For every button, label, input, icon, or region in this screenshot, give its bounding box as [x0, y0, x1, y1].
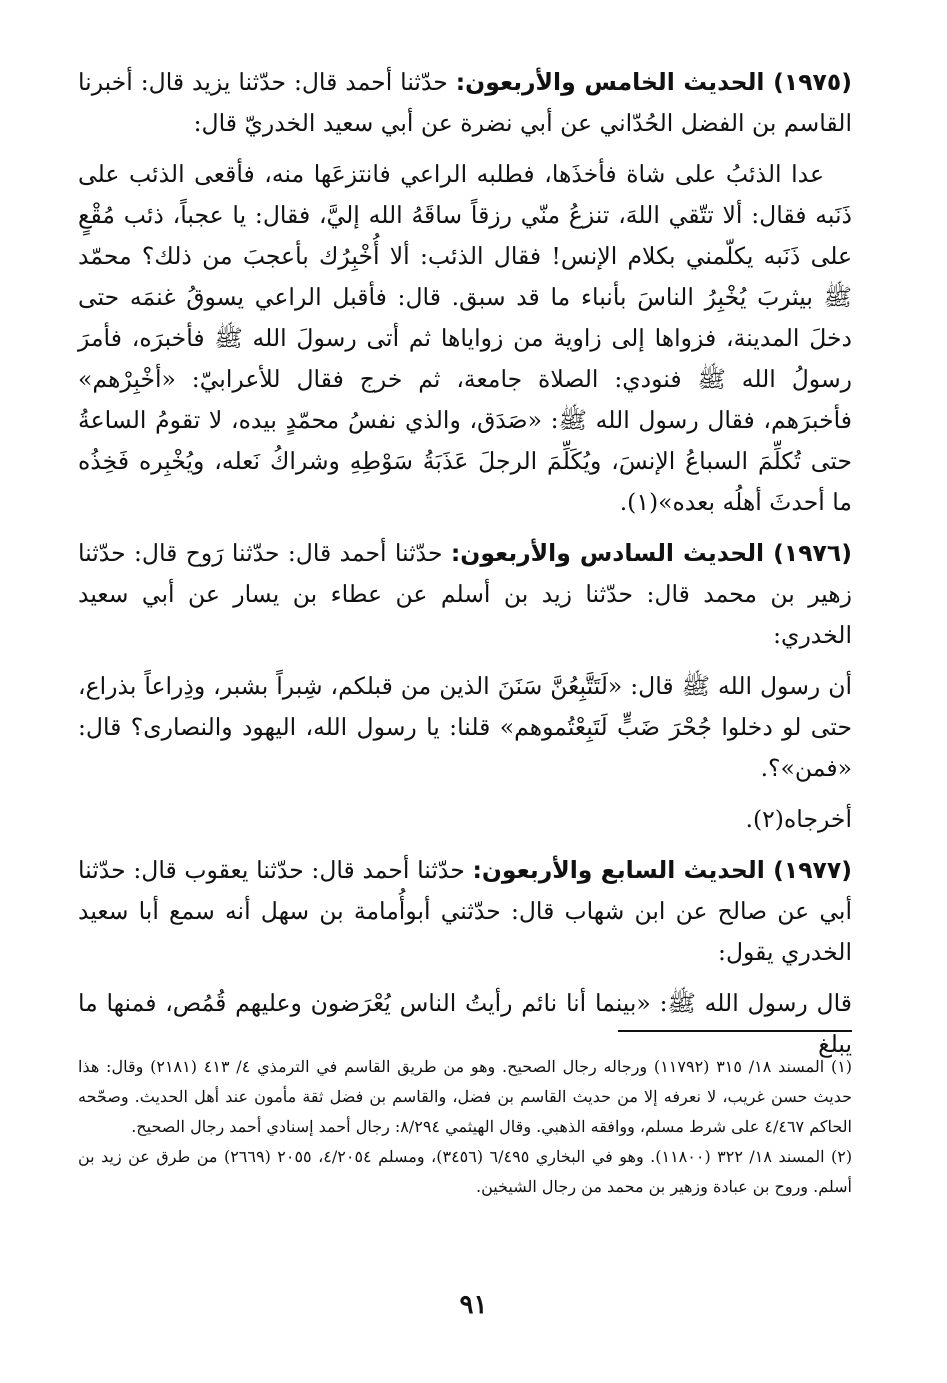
hadith-heading: (١٩٧٧) الحديث السابع والأربعون:	[472, 856, 852, 884]
hadith-1976-body: أن رسول الله ﷺ قال: «لَتَتَّبِعُنَّ سَنَنَ الذين من قبلكم، شِبراً بشبر، وذِراعاً بذراع، حتى لو دخلوا جُحْرَ ضَبٍّ لَتَبِعْتُموهم» قلنا: يا رسول الله، اليهود والنصارى؟ قال: «فمن»؟.	[78, 672, 852, 782]
hadith-chain-text: حدّثنا أحمد قال: حدّثنا رَوح قال: حدّثنا زهير بن محمد قال: حدّثنا زيد بن أسلم عن عطاء بن يسار عن أبي سعيد الخدري:	[78, 539, 852, 649]
hadith-heading: (١٩٧٥) الحديث الخامس والأربعون:	[455, 68, 852, 96]
hadith-chain-text: حدّثنا أحمد قال: حدّثنا يعقوب قال: حدّثنا أبي عن صالح عن ابن شهاب قال: حدّثني أبوأُمامة بن سهل أنه سمع أبا سعيد الخدري يقول:	[78, 856, 852, 966]
hadith-heading: (١٩٧٦) الحديث السادس والأربعون:	[450, 539, 852, 567]
footnote-separator	[618, 1030, 852, 1032]
hadith-chain-text: حدّثنا أحمد قال: حدّثنا يزيد قال: أخبرنا القاسم بن الفضل الحُدّاني عن أبي نضرة عن أبي سعيد الخدريّ قال:	[78, 68, 852, 137]
hadith-1975-chain	[78, 62, 852, 144]
footnotes	[78, 1052, 852, 1202]
hadith-1977-body: قال رسول الله ﷺ: «بينما أنا نائم رأيتُ الناس يُعْرَضون وعليهم قُمُص، فمنها ما يبلغ	[78, 989, 852, 1058]
footnote-1: (١) المسند ١٨/ ٣١٥ (١١٧٩٢) ورجاله رجال الصحيح. وهو من طريق القاسم في الترمذي ٤/ ٤١٣ (٢١٨١) وقال: هذا حديث حسن غريب، لا نعرفه إلا من حديث القاسم بن فضل، والقاسم بن فضل ثقة مأمون عند أهل الحديث. وصحّحه الحاكم ٤/٤٦٧ على شرط مسلم، ووافقه الذهبي. وقال الهيثمي ٨/٢٩٤: رجال أحمد إسنادي أحمد رجال الصحيح.	[78, 1057, 853, 1136]
hadith-1976-takhrij: أخرجاه(٢).	[745, 805, 852, 833]
footnote-2: (٢) المسند ١٨/ ٣٢٢ (١١٨٠٠). وهو في البخاري ٦/٤٩٥ (٣٤٥٦)، ومسلم ٤/٢٠٥٤، ٢٠٥٥ (٢٦٦٩) من طرق عن زيد بن أسلم. وروح بن عبادة وزهير بن محمد من رجال الشيخين.	[78, 1147, 853, 1196]
main-text	[78, 62, 852, 1065]
hadith-1976-chain	[78, 533, 852, 656]
hadith-1975-body: عدا الذئبُ على شاة فأخذَها، فطلبه الراعي فانتزعَها منه، فأقعى الذئب على ذَنَبه فقال: ألا تتّقي اللهَ، تنزعُ منّي رزقاً ساقَهُ الله إليَّ، فقال: يا عجباً، ذئب مُقْعٍ على ذَنَبه يكلّمني بكلام الإنس! فقال الذئب: ألا أُخْبِرُك بأعجبَ من ذلك؟ محمّد ﷺ بيثربَ يُخْبِرُ الناسَ بأنباء ما قد سبق. قال: فأقبل الراعي يسوقُ غنمَه حتى دخلَ المدينة، فزواها إلى زاوية من زواياها ثم أتى رسولَ الله ﷺ فأخبرَه، فأمرَ رسولُ الله ﷺ فنودي: الصلاة جامعة، ثم خرج فقال للأعرابيّ: «أخْبِرْهم» فأخبرَهم، فقال رسول الله ﷺ: «صَدَق، والذي نفسُ محمّدٍ بيده، لا تقومُ الساعةُ حتى تُكلِّمَ السباعُ الإنسَ، ويُكَلِّمَ الرجلَ عَذَبَةُ سَوْطِهِ وشراكُ نَعله، ويُخْبِره فَخِذُه ما أحدثَ أهلُه بعده»(١).	[78, 160, 853, 516]
page-number: ٩١	[459, 1290, 488, 1320]
hadith-1977-chain	[78, 850, 852, 973]
